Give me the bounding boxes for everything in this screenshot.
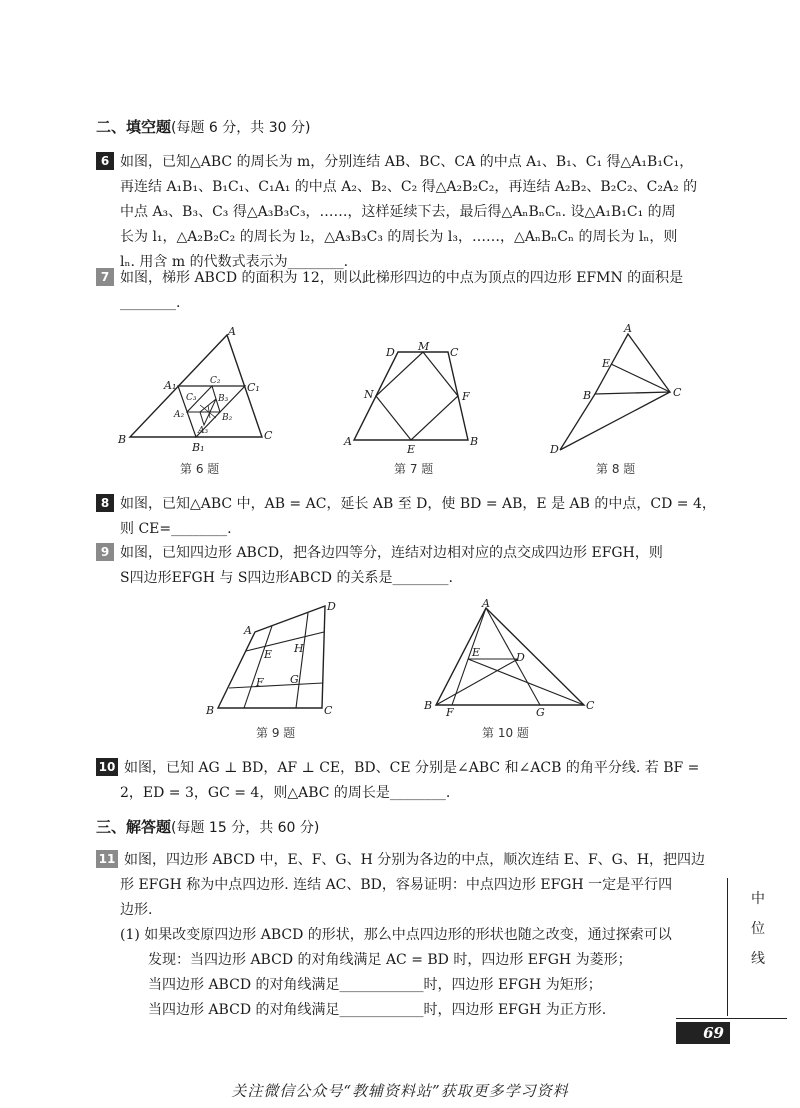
fig10-label-C: C bbox=[586, 699, 595, 712]
q6-line-1: 如图，已知△ABC 的周长为 m，分别连结 AB、BC、CA 的中点 A₁、B₁、C₁ 得△A₁B₁C₁， bbox=[120, 154, 694, 170]
section-3-title: 三、解答题 bbox=[96, 818, 172, 836]
question-6 bbox=[96, 150, 716, 275]
q9-line-2: S四边形EFGH 与 S四边形ABCD 的关系是________. bbox=[120, 570, 453, 586]
fig6-label-A3: A₃ bbox=[198, 426, 209, 436]
q6-line-5: lₙ. 用含 m 的代数式表示为________. bbox=[120, 254, 349, 270]
fig6-label-C1: C₁ bbox=[247, 381, 260, 394]
caption-fig8: 第 8 题 bbox=[596, 462, 636, 476]
fig6-label-A2: A₂ bbox=[174, 410, 185, 420]
fig6-label-B: B bbox=[118, 433, 127, 446]
question-number-7: 7 bbox=[96, 268, 114, 286]
fig7-label-D: D bbox=[386, 346, 395, 359]
fig8-label-C: C bbox=[673, 386, 682, 399]
q7-line-1: 如图，梯形 ABCD 的面积为 12，则以此梯形四边的中点为顶点的四边形 EFMN 的面积是 bbox=[120, 270, 684, 286]
figure-6 bbox=[112, 325, 282, 460]
caption-fig6: 第 6 题 bbox=[180, 462, 220, 476]
fig10-label-G: G bbox=[536, 706, 545, 718]
fig9-label-G: G bbox=[290, 673, 299, 686]
q11-line-1: 如图，四边形 ABCD 中，E、F、G、H 分别为各边的中点，顺次连结 E、F、G、H，把四边 bbox=[124, 852, 706, 868]
fig6-label-A: A bbox=[228, 325, 236, 338]
q11-sub-1: (1) 如果改变原四边形 ABCD 的形状，那么中点四边形的形状也随之改变，通过探索可以 bbox=[120, 927, 672, 943]
fig8-label-E: E bbox=[602, 357, 611, 370]
page-number-rule bbox=[676, 1018, 787, 1019]
fig7-label-M: M bbox=[418, 340, 430, 353]
segment-af bbox=[452, 608, 486, 705]
q6-line-3: 中点 A₃、B₃、C₃ 得△A₃B₃C₃，……，这样延续下去，最后得△AₙBₙCₙ. 设△A₁B₁C₁ 的周 bbox=[120, 204, 676, 220]
question-number-8: 8 bbox=[96, 494, 114, 512]
q11-line-2: 形 EFGH 称为中点四边形. 连结 AC、BD，容易证明：中点四边形 EFGH 一定是平行四 bbox=[120, 877, 673, 893]
fig8-label-B: B bbox=[583, 389, 592, 402]
question-7 bbox=[96, 266, 716, 316]
segment-ce bbox=[611, 364, 670, 392]
fig10-label-D: D bbox=[516, 651, 525, 664]
fig9-label-D: D bbox=[327, 600, 336, 613]
section-2-title: 二、填空题 bbox=[96, 118, 172, 136]
question-9 bbox=[96, 541, 716, 591]
q8-line-1: 如图，已知△ABC 中，AB = AC，延长 AB 至 D，使 BD = AB，E 是 AB 的中点，CD = 4， bbox=[120, 496, 716, 512]
section-3-header bbox=[96, 816, 319, 837]
caption-fig10: 第 10 题 bbox=[482, 726, 529, 740]
fig10-label-F: F bbox=[446, 706, 454, 718]
fig10-label-E: E bbox=[472, 646, 481, 659]
fig7-label-E: E bbox=[407, 443, 416, 456]
q8-line-2: 则 CE=________. bbox=[120, 521, 232, 537]
segment-cd bbox=[560, 392, 670, 450]
page-number: 69 bbox=[676, 1022, 730, 1044]
q10-line-2: 2，ED = 3，GC = 4，则△ABC 的周长是________. bbox=[120, 785, 451, 801]
question-number-11: 11 bbox=[96, 850, 118, 868]
fig6-label-B2: B₂ bbox=[222, 413, 233, 423]
fig10-label-B: B bbox=[424, 699, 433, 712]
question-10 bbox=[96, 756, 716, 806]
fig6-label-C2: C₂ bbox=[210, 376, 221, 386]
q11-line-3: 边形. bbox=[120, 902, 153, 918]
fig7-label-F: F bbox=[462, 390, 470, 403]
q6-line-2: 再连结 A₁B₁、B₁C₁、C₁A₁ 的中点 A₂、B₂、C₂ 得△A₂B₂C₂，再连结 A₂B₂、B₂C₂、C₂A₂ 的 bbox=[120, 179, 698, 195]
q10-line-1: 如图，已知 AG ⊥ BD，AF ⊥ CE，BD、CE 分别是∠ABC 和∠ACB 的角平分线. 若 BF = bbox=[124, 760, 700, 776]
fig9-label-E: E bbox=[264, 648, 273, 661]
segment-bd bbox=[560, 394, 595, 450]
section-2-header bbox=[96, 116, 310, 137]
fig9-label-B: B bbox=[206, 704, 215, 717]
question-8 bbox=[96, 492, 716, 542]
q6-line-4: 长为 l₁，△A₂B₂C₂ 的周长为 l₂，△A₃B₃C₃ 的周长为 l₃，……，△AₙBₙCₙ 的周长为 lₙ，则 bbox=[120, 229, 678, 245]
question-number-10: 10 bbox=[96, 758, 118, 776]
fig7-label-N: N bbox=[364, 388, 374, 401]
fig10-label-A: A bbox=[482, 598, 490, 610]
q7-line-2: ________. bbox=[120, 295, 181, 311]
figure-8 bbox=[540, 322, 690, 457]
q11-sub-3: 当四边形 ABCD 的对角线满足____________时，四边形 EFGH 为矩形； bbox=[148, 977, 602, 993]
side-tab-char-2: 位 bbox=[751, 921, 765, 937]
fig9-label-F: F bbox=[256, 676, 264, 689]
question-number-9: 9 bbox=[96, 543, 114, 561]
fig7-label-C: C bbox=[450, 346, 459, 359]
figure-9 bbox=[200, 598, 350, 718]
fig7-label-A: A bbox=[344, 435, 352, 448]
fig9-label-A: A bbox=[244, 624, 252, 637]
fig6-label-C: C bbox=[264, 429, 273, 442]
section-2-note: (每题 6 分，共 30 分) bbox=[171, 120, 311, 136]
fig9-label-H: H bbox=[294, 642, 304, 655]
fig7-label-B: B bbox=[470, 435, 479, 448]
fig6-label-C3: C₃ bbox=[186, 393, 197, 403]
side-tab-char-1: 中 bbox=[751, 891, 765, 907]
fig6-label-B3: B₃ bbox=[218, 394, 229, 404]
segment-ag bbox=[486, 608, 540, 705]
side-tab-char-3: 线 bbox=[751, 951, 765, 967]
figure-10 bbox=[418, 598, 608, 718]
fig8-label-A: A bbox=[624, 322, 632, 335]
segment-ce bbox=[468, 659, 584, 705]
footer-note: 关注微信公众号“教辅资料站”获取更多学习资料 bbox=[231, 1082, 569, 1100]
fig6-label-A1: A₁ bbox=[164, 379, 177, 392]
fig9-label-C: C bbox=[324, 704, 333, 717]
fig8-label-D: D bbox=[550, 443, 559, 456]
fig6-label-B1: B₁ bbox=[192, 441, 205, 454]
question-number-6: 6 bbox=[96, 152, 114, 170]
caption-fig9: 第 9 题 bbox=[256, 726, 296, 740]
triangle-abc bbox=[436, 608, 584, 705]
chapter-side-tab bbox=[727, 878, 788, 1016]
figure-7 bbox=[338, 338, 488, 458]
quadrilateral-efmn bbox=[376, 352, 458, 440]
caption-fig7: 第 7 题 bbox=[394, 462, 434, 476]
q11-sub-2: 发现：当四边形 ABCD 的对角线满足 AC = BD 时，四边形 EFGH 为菱形； bbox=[148, 952, 632, 968]
q11-sub-4: 当四边形 ABCD 的对角线满足____________时，四边形 EFGH 为正方形. bbox=[148, 1002, 607, 1018]
question-11 bbox=[96, 848, 716, 1023]
section-3-note: (每题 15 分，共 60 分) bbox=[171, 820, 320, 836]
q9-line-1: 如图，已知四边形 ABCD，把各边四等分，连结对边相对应的点交成四边形 EFGH，则 bbox=[120, 545, 663, 561]
